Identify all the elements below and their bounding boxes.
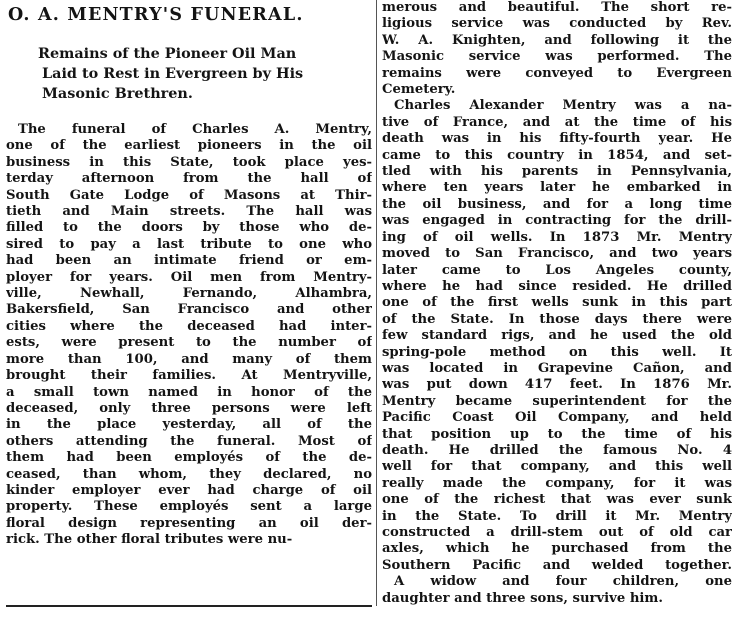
text-line: well for that company, and this well <box>382 459 732 475</box>
text-line: ing of oil wells. In 1873 Mr. Mentry <box>382 229 732 245</box>
text-line: was located in Grapevine Cañon, and <box>382 360 732 376</box>
text-line: one of the richest that was ever sunk <box>382 492 732 508</box>
text-line: the oil business, and for a long time <box>382 196 732 212</box>
text-line: deceased, only three persons were left <box>6 400 372 416</box>
text-line: death was in his fifty-fourth year. He <box>382 131 732 147</box>
text-line: Bakersfield, San Francisco and other <box>6 302 372 318</box>
text-line: axles, which he purchased from the <box>382 541 732 557</box>
text-line: tled with his parents in Pennsylvania, <box>382 164 732 180</box>
text-line: ligious service was conducted by Rev. <box>382 16 732 32</box>
text-line: spring-pole method on this well. It <box>382 344 732 360</box>
text-line: was engaged in contracting for the drill- <box>382 213 732 229</box>
text-line: death. He drilled the famous No. 4 <box>382 442 732 458</box>
text-line: A widow and four children, one <box>394 574 732 590</box>
text-line: later came to Los Angeles county, <box>382 262 732 278</box>
text-line: moved to San Francisco, and two years <box>382 246 732 262</box>
bottom-rule <box>6 605 372 607</box>
text-line: was put down 417 feet. In 1876 Mr. <box>382 377 732 393</box>
text-line: in the place yesterday, all of the <box>6 417 372 433</box>
text-line: ployer for years. Oil men from Mentry- <box>6 269 372 285</box>
text-line: Charles Alexander Mentry was a na- <box>394 98 732 114</box>
text-line: them had been employés of the de- <box>6 450 372 466</box>
right-column <box>382 0 732 625</box>
text-line: cities where the deceased had inter- <box>6 318 372 334</box>
text-line: The funeral of Charles A. Mentry, <box>18 122 372 137</box>
subhead-line: Remains of the Pioneer Oil Man <box>38 45 297 62</box>
article-headline: O. A. MENTRY'S FUNERAL. <box>8 5 304 25</box>
text-line: constructed a drill-stem out of old car <box>382 525 732 540</box>
text-line: more than 100, and many of them <box>6 351 372 367</box>
text-line: Mentry became superintendent for the <box>382 393 732 409</box>
text-line: filled to the doors by those who de- <box>6 220 372 236</box>
text-line: others attending the funeral. Most of <box>6 433 372 449</box>
left-column-body <box>6 122 372 549</box>
text-line: merous and beautiful. The short re- <box>382 0 732 15</box>
text-line: brought their families. At Mentryville, <box>6 368 372 384</box>
text-line: that position up to the time of his <box>382 426 732 442</box>
text-line: a small town named in honor of the <box>6 384 372 400</box>
subhead-line: Masonic Brethren. <box>42 85 193 102</box>
text-line: ceased, than whom, they declared, no <box>6 466 372 482</box>
text-line: where he had since resided. He drilled <box>382 278 732 294</box>
text-line: W. A. Knighten, and following it the <box>382 32 732 48</box>
text-line: ville, Newhall, Fernando, Alhambra, <box>6 286 372 302</box>
right-column-body <box>382 0 732 607</box>
text-line: remains were conveyed to Evergreen <box>382 65 732 81</box>
text-line: sired to pay a last tribute to one who <box>6 236 372 252</box>
text-line: South Gate Lodge of Masons at Thir- <box>6 187 372 203</box>
text-line: few standard rigs, and he used the old <box>382 328 732 344</box>
text-line: came to this country in 1854, and set- <box>382 147 732 163</box>
text-line: of the State. In those days there were <box>382 311 732 327</box>
text-line: Southern Pacific and welded together. <box>382 557 732 573</box>
text-line: property. These employés sent a large <box>6 499 372 515</box>
subhead-line: Laid to Rest in Evergreen by His <box>42 65 304 82</box>
text-line: Masonic service was performed. The <box>382 49 732 65</box>
left-column <box>6 0 372 625</box>
text-line: kinder employer ever had charge of oil <box>6 482 372 498</box>
text-line: had been an intimate friend or em- <box>6 253 372 269</box>
text-line: tive of France, and at the time of his <box>382 114 732 130</box>
column-divider <box>376 0 377 606</box>
text-line: where ten years later he embarked in <box>382 180 732 196</box>
text-line: business in this State, took place yes- <box>6 154 372 170</box>
text-line: really made the company, for it was <box>382 475 732 491</box>
article-subheadline <box>38 44 372 104</box>
text-line: rick. The other floral tributes were nu- <box>6 532 293 548</box>
text-line: ests, were present to the number of <box>6 335 372 351</box>
text-line: one of the earliest pioneers in the oil <box>6 138 372 154</box>
text-line: daughter and three sons, survive him. <box>382 590 663 606</box>
text-line: terday afternoon from the hall of <box>6 171 372 187</box>
text-line: in the State. To drill it Mr. Mentry <box>382 508 732 524</box>
text-line: floral design representing an oil der- <box>6 515 372 531</box>
text-line: Cemetery. <box>382 82 456 98</box>
text-line: one of the first wells sunk in this part <box>382 295 732 311</box>
text-line: tieth and Main streets. The hall was <box>6 204 372 220</box>
text-line: Pacific Coast Oil Company, and held <box>382 410 732 426</box>
